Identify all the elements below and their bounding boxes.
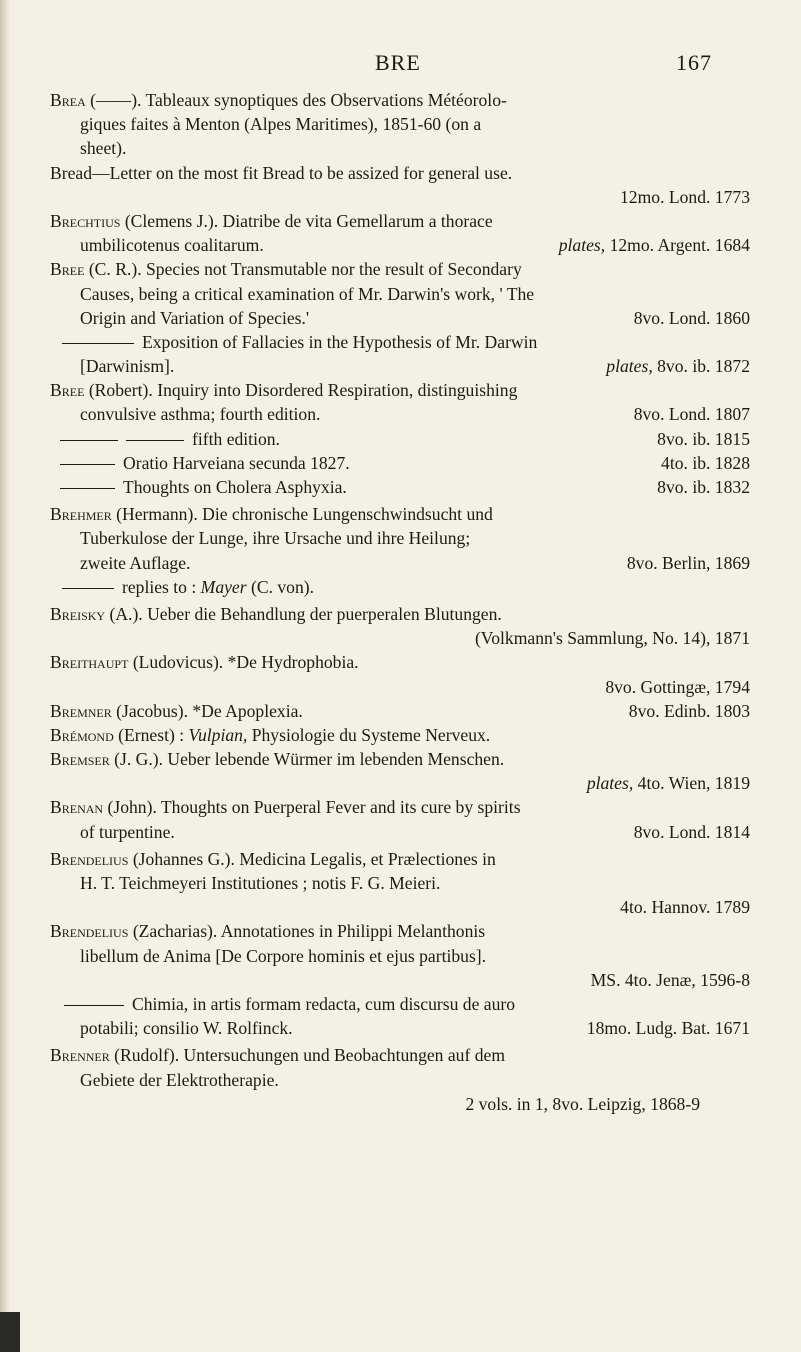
entry-author: Brea [50,90,86,110]
entry-imprint: 12mo. Argent. 1684 [605,235,750,256]
entry-cross-ref: Mayer [200,576,247,597]
entry-text: Thoughts on Cholera Asphyxia. [123,477,347,497]
entry-text: Origin and Variation of Species.' [80,307,310,328]
entry-text: (——). Tableaux synoptiques des Observations Météorolo- [90,90,507,110]
entry-plates: plates, [558,235,606,256]
entry-bree-cr [50,257,750,378]
entry-text: (Zacharias). Annotationes in Philippi Melanthonis [132,921,486,942]
ditto-rule [126,440,184,441]
entry-text: H. T. Teichmeyeri Institutiones ; notis F. G. Meieri. [80,873,441,893]
entry-imprint: 4to. ib. 1828 [661,452,750,473]
entry-brenner [50,1043,750,1116]
entry-text: umbilicotenus coalitarum. [80,235,264,256]
ditto-rule [62,343,134,344]
entry-author: Brehmer [50,504,112,525]
entry-text: potabili; consilio W. Rolfinck. [80,1018,293,1039]
entry-text: (Ernest) : [118,724,189,745]
ditto-rule [60,488,115,489]
entry-imprint: 4to. Hannov. 1789 [620,897,750,918]
entry-text: (Jacobus). *De Apoplexia. [116,700,303,721]
entry-imprint: 8vo. ib. 1815 [657,428,750,449]
entry-text: (John). Thoughts on Puerperal Fever and its cure by spirits [107,797,521,818]
entry-bremner [50,699,750,723]
entry-text: sheet). [80,138,127,159]
entry-bree-robert [50,378,750,499]
entry-brea [50,88,750,161]
bibliography-list [50,88,750,1116]
ditto-rule [60,440,118,441]
entry-imprint: 8vo. ib. 1832 [657,477,750,497]
entry-author: Bree [50,380,85,401]
entry-text: Oratio Harveiana secunda 1827. [123,452,350,473]
entry-text: Exposition of Fallacies in the Hypothesis of Mr. Darwin [142,331,538,352]
entry-imprint: (Volkmann's Sammlung, No. 14), 1871 [474,628,750,649]
entry-text: (Clemens J.). Diatribe de vita Gemellarum a thorace [124,210,493,231]
entry-text: fifth edition. [192,428,280,449]
entry-text: (Robert). Inquiry into Disordered Respiration, distinguishing [88,380,518,401]
entry-text: (J. G.). Ueber lebende Würmer im lebenden Menschen. [114,749,505,770]
entry-text: Tuberkulose der Lunge, ihre Ursache und ihre Heilung; [80,528,471,549]
entry-author: Breithaupt [50,652,129,673]
entry-text: zweite Auflage. [80,552,191,573]
entry-author: Bree [50,259,85,280]
entry-imprint: MS. 4to. Jenæ, 1596-8 [590,969,750,990]
running-head: BRE [375,50,421,75]
entry-author: Bremser [50,749,110,770]
entry-text: (A.). Ueber die Behandlung der puerperalen Blutungen. [109,603,502,624]
entry-plates: plates, [606,356,653,377]
ditto-rule [62,588,114,589]
entry-bremond [50,723,750,747]
entry-brendelius-johannes [50,847,750,920]
entry-text: Causes, being a critical examination of Mr. Darwin's work, ' The [80,283,535,304]
entry-text: giques faites à Menton (Alpes Maritimes), 1851-60 (on a [80,114,482,135]
entry-text: Chimia, in artis formam redacta, cum discursu de auro [132,993,516,1014]
entry-imprint: 8vo. Edinb. 1803 [628,700,750,721]
entry-author: Brémond [50,724,114,745]
entry-text: (Hermann). Die chronische Lungenschwindsucht und [116,504,493,525]
entry-author: Brendelius [50,848,129,869]
entry-brendelius-zacharias [50,919,750,1040]
entry-text: (C. von). [246,576,315,597]
entry-text: Bread—Letter on the most fit Bread to be assized for general use. [50,162,513,183]
entry-imprint: 18mo. Ludg. Bat. 1671 [586,1018,750,1039]
entry-brechtius [50,209,750,257]
entry-imprint: 4to. Wien, 1819 [633,773,750,794]
entry-author: Bremner [50,700,112,721]
page-header [0,50,801,84]
ditto-rule [64,1005,124,1006]
entry-text: Physiologie du Systeme Nerveux. [247,724,491,745]
entry-text: (Johannes G.). Medicina Legalis, et Prælectiones in [132,848,496,869]
entry-text: replies to : [122,576,201,597]
entry-text: of turpentine. [80,821,175,842]
entry-bread [50,161,750,209]
entry-author: Brenner [50,1045,110,1066]
ditto-rule [60,464,115,465]
page-binding-edge [0,0,10,1352]
entry-breisky [50,602,750,650]
entry-imprint: 2 vols. in 1, 8vo. Leipzig, 1868-9 [465,1093,700,1114]
entry-imprint: 8vo. Lond. 1807 [633,404,750,425]
entry-imprint: 8vo. Berlin, 1869 [626,552,750,573]
entry-text: Gebiete der Elektrotherapie. [80,1069,279,1090]
entry-cross-ref: Vulpian, [188,724,248,745]
entry-imprint: 8vo. Lond. 1814 [633,821,750,842]
entry-imprint: 12mo. Lond. 1773 [620,186,750,207]
entry-imprint: 8vo. Gottingæ, 1794 [605,676,750,697]
entry-bremser [50,747,750,795]
entry-text: (Ludovicus). *De Hydrophobia. [132,652,359,673]
entry-text: (Rudolf). Untersuchungen und Beobachtungen auf dem [114,1045,506,1066]
entry-breithaupt [50,650,750,698]
entry-author: Breisky [50,603,106,624]
page-corner-shadow [0,1312,20,1352]
entry-plates: plates, [586,773,634,794]
entry-author: Brenan [50,797,104,818]
entry-brehmer [50,502,750,599]
page-number: 167 [676,50,712,75]
entry-imprint: 8vo. Lond. 1860 [633,307,750,328]
entry-author: Brendelius [50,921,129,942]
entry-text: [Darwinism]. [80,356,175,377]
entry-author: Brechtius [50,210,121,231]
entry-text: (C. R.). Species not Transmutable nor the result of Secondary [88,259,522,280]
entry-brenan [50,795,750,843]
entry-text: libellum de Anima [De Corpore hominis et ejus partibus]. [80,945,487,966]
entry-text: convulsive asthma; fourth edition. [80,404,321,425]
entry-imprint: 8vo. ib. 1872 [652,356,750,377]
